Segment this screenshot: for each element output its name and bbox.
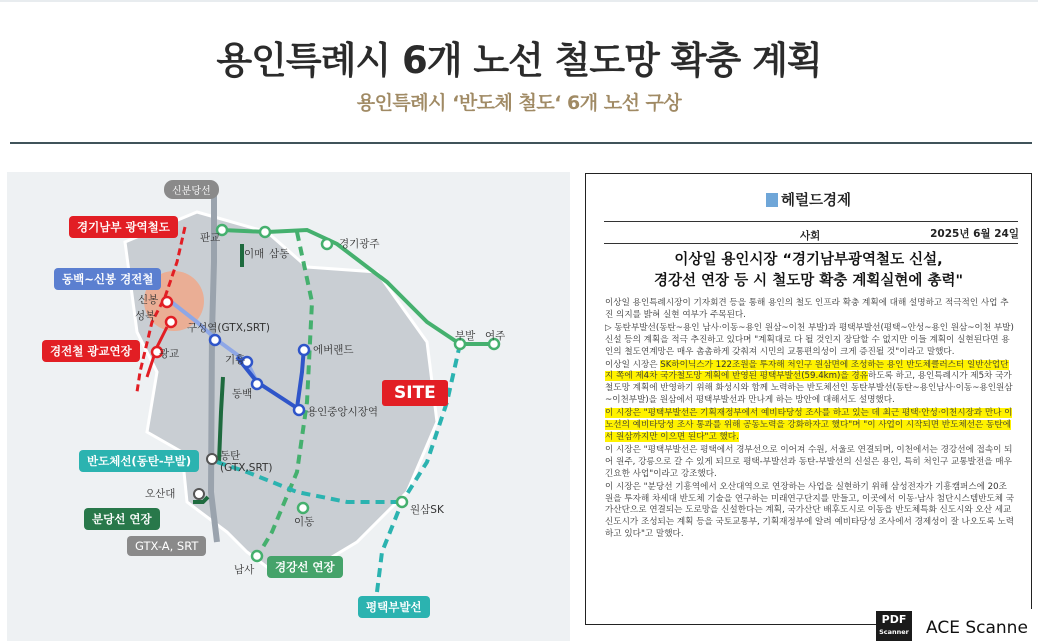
station-dongbaek: 동백 [232,388,253,400]
station-osan: 오산대 [145,488,176,500]
station-wonsam: 원삼SK [410,504,444,516]
headline-line-1: 이상일 용인시장 “경기남부광역철도 신설, [674,252,943,268]
scanner-small-text: Scanner [879,628,909,636]
scanner-pdf-text: PDF [881,613,907,626]
tag-bandoche-line: 반도체선(동탄-부발) [79,450,199,472]
tag-gyeongjeon-gwanggyo: 경전철 광교연장 [42,340,140,362]
site-marker: SITE [382,380,448,406]
station-pangyo: 판교 [200,232,221,244]
pdf-scanner-icon [876,611,912,641]
station-sinbong: 신봉 [138,294,159,306]
station-guseong: 구성역(GTX,SRT) [187,322,270,334]
paragraph-3-lead: 이상일 시장은 [605,359,661,370]
station-samdong: 삼동 [269,248,290,260]
meta-rule-bottom [604,243,1018,244]
page-subtitle: 용인특례시 ‘반도체 철도‘ 6개 노선 구상 [356,92,682,114]
station-yongin-center: 용인중앙시장역 [307,406,379,418]
headline-line-2: 경강선 연장 등 시 철도망 확충 계획실현에 총력" [653,273,964,289]
article-date: 2025년 6월 24일 [930,228,1019,240]
newspaper-name-text: 헤럴드경제 [780,193,852,209]
news-clipping [585,173,1032,625]
tag-pyeongtaek-bubal: 평택부발선 [358,596,430,618]
title-divider [10,142,1032,144]
station-everland: 에버랜드 [313,344,354,356]
paragraph-3-rest: 하도록 하고, 용인특례시가 제5차 국가철도망 계획에 반영하기 위해 화성시와 함께 노력하는 반도체선인 동탄부발선(동탄~용인남사·이동~용인원삼~이천부발)을 원삼에서 평택부발선과 만나게 하는 방안에 대해서도 설명했다. [605,371,1013,406]
railway-map [7,172,570,641]
page-title: 용인특례시 6개 노선 철도망 확충 계획 [216,39,822,82]
station-giheung: 기흥 [225,354,246,366]
newspaper-name [586,189,1031,210]
paragraph-3 [605,360,1015,408]
station-namsa: 남사 [234,564,255,576]
top-border [0,0,1038,2]
paragraph-1: 이상일 용인특례시장이 기자회견 등을 통해 용인의 철도 인프라 확충 계획에 대해 설명하고 적극적인 사업 추진 의지를 밝혀 실현 여부가 주목된다. [605,298,1009,320]
tag-bundang-ext: 분당선 연장 [84,508,160,530]
station-seongbok: 성복 [135,310,156,322]
tag-dongbaek-sinbong: 동백~신봉 경전철 [54,268,161,290]
paragraph-4 [605,408,1015,444]
station-imae: 이매 [244,248,265,260]
meta-rule-top [604,221,1018,222]
tag-gyeonggang-ext: 경강선 연장 [267,556,343,578]
paragraph-5: 이 시장은 "평택부발선은 평택에서 경부선으로 이어져 수원, 서울로 연결되며, 이천에서는 경강선에 접속이 되어 원주, 강릉으로 갈 수 있게 되므로 평택-부발선과 동탄-부발선의 신설은 용인, 특히 처인구 교통발전을 매우 긴요한 사업"이라고 강조했다. [605,444,1013,479]
tag-gyeonggi-south: 경기남부 광역철도 [69,216,178,238]
article-section: 사회 [800,230,821,242]
scanner-label: ACE Scanne [926,618,1028,638]
paragraph-3-highlight: SK하이닉스가 122조원을 투자해 처인구 원삼면에 조성하는 용인 반도체클러스터 일반산업단지 쪽에 제4차 국가철도망 계획에 반영된 평택부발선(59.4km)을 경유 [605,359,1009,382]
article-body [605,298,1015,542]
scanner-watermark [876,609,1038,641]
station-dongtan: 동탄 (GTX,SRT) [220,450,273,475]
paragraph-4-highlight: 이 시장은 "평택부발선은 기획재정부에서 예비타당성 조사를 하고 있는 데 최근 평택·안성·이천시장과 만나 이 노선의 예비타당성 조사 통과를 위해 공동노력을 강화하자고 했다"며 "이 사업이 시작되면 반도체선은 동탄에서 원삼까지만 이으면 된다"고 했다. [605,408,1013,442]
station-yeoju: 여주 [485,330,506,342]
paragraph-2: ▷ 동탄부발선(동탄~용인 남사·이동~용인 원삼~이천 부발)과 평택부발선(평택~안성~용인 원삼~이천 부발) 신설 등의 계획을 적극 추진하고 있다며 "계획대로 다 될 것인지 장담할 수 없지만 이들 계획이 실현된다면 용인의 철도연계망은 매우 촘촘하게 갖춰져 시민의 교통편의성이 크게 증진될 것"이라고 말했다. [605,322,1014,357]
station-idong: 이동 [294,516,315,528]
tag-sinbundang: 신분당선 [164,180,219,199]
station-gwanggyo: 광교 [159,348,180,360]
newspaper-logo-icon [766,193,778,207]
paragraph-6: 이 시장은 "분당선 기흥역에서 오산대역으로 연장하는 사업을 실현하기 위해 삼성전자가 기흥캠퍼스에 20조원을 투자해 차세대 반도체 기술을 연구하는 미래연구단지를 만들고, 이곳에서 이동·남사 첨단시스템반도체 국가산단으로 연결되는 도로망을 신설한다는 계획, 국가산단 배후도시로 이동읍 반도체특화 신도시와 오산 세교신도시가 조성되는 계획 등을 국토교통부, 기획재정부에 알려 예비타당성 조사에서 경제성이 잘 나오도록 노력하고 있다"고 말했다. [605,481,1015,540]
station-bubal: 부발 [455,330,476,342]
article-headline [586,250,1031,292]
tag-gtx-srt: GTX-A, SRT [127,536,206,556]
station-gyeonggi-gwangju: 경기광주 [339,238,380,250]
